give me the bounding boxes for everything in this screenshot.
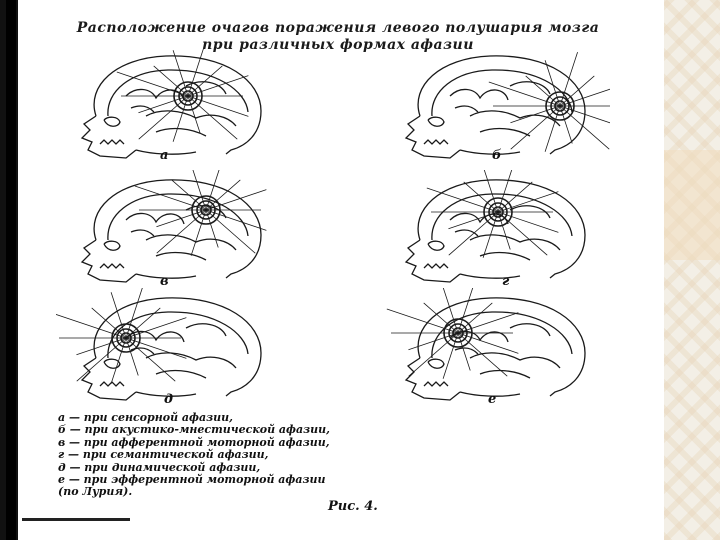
legend-item: в — при афферентной моторной афазии, xyxy=(58,435,330,449)
contour-line xyxy=(82,240,136,282)
contour-line xyxy=(82,358,136,400)
scanned-page xyxy=(18,8,664,518)
legend-item: е — при эфферентной моторной афазии xyxy=(58,473,326,487)
head-illustration xyxy=(56,170,286,292)
hatch-line xyxy=(427,188,498,212)
legend-item: г — при семантической афазии, xyxy=(58,448,269,462)
legend-item: д — при динамической афазии, xyxy=(58,460,261,474)
hatch-line xyxy=(560,86,610,106)
contour-line xyxy=(450,89,508,100)
contour-line xyxy=(455,106,478,112)
figure-label-a: а xyxy=(160,148,169,163)
legend-source: (по Лурия). xyxy=(58,485,133,499)
legend-item: а — при сенсорной афазии, xyxy=(58,411,233,424)
head-illustration xyxy=(380,170,610,292)
contour-line xyxy=(455,348,478,354)
contour-line xyxy=(510,324,550,336)
contour-line xyxy=(186,324,226,336)
hatch-line xyxy=(498,170,516,212)
contour-line xyxy=(424,382,448,386)
figure-caption: Рис. 4. xyxy=(328,499,378,514)
hatch-line xyxy=(56,314,126,338)
contour-line xyxy=(470,111,560,126)
left-margin-bar xyxy=(0,0,18,540)
hatch-line xyxy=(135,186,206,210)
figure-label-v: в xyxy=(160,274,169,289)
hatch-line xyxy=(76,338,126,355)
contour-line xyxy=(146,235,236,250)
head-figure-a xyxy=(56,46,286,168)
figure-label-b: б xyxy=(492,148,502,163)
bottom-rule xyxy=(22,518,130,521)
contour-line xyxy=(406,358,460,400)
contour-line xyxy=(100,382,124,386)
figure-label-g: г xyxy=(502,274,510,289)
decorative-band xyxy=(664,150,720,260)
head-figure-v xyxy=(56,170,286,292)
hatch-line xyxy=(138,96,188,113)
contour-line xyxy=(424,140,448,144)
contour-line xyxy=(428,359,444,368)
contour-line xyxy=(104,117,120,126)
contour-line xyxy=(82,116,136,158)
contour-line xyxy=(156,129,206,136)
decorative-pattern xyxy=(664,0,720,540)
contour-line xyxy=(428,117,444,126)
contour-line xyxy=(428,241,444,250)
contour-line xyxy=(406,240,460,282)
contour-line xyxy=(460,150,520,154)
head-figure-g xyxy=(380,170,610,292)
contour-line xyxy=(156,253,206,260)
legend-item: б — при акустико-мнестической афазии, xyxy=(58,423,330,437)
contour-line xyxy=(406,116,460,158)
figure-legend xyxy=(58,412,478,499)
contour-line xyxy=(424,264,448,268)
contour-line xyxy=(460,274,520,278)
contour-line xyxy=(100,140,124,144)
contour-line xyxy=(104,241,120,250)
contour-line xyxy=(480,253,530,260)
head-illustration xyxy=(56,46,286,168)
contour-line xyxy=(131,230,154,236)
contour-line xyxy=(100,264,124,268)
contour-line xyxy=(480,129,530,136)
contour-line xyxy=(470,235,560,250)
title-line-2: при различных формах афазии xyxy=(202,37,474,53)
hatch-line xyxy=(458,288,476,333)
figure-label-d: д xyxy=(164,392,174,407)
hatch-line xyxy=(156,210,206,227)
contour-line xyxy=(146,111,236,126)
title-line-1: Расположение очагов поражения левого полушария мозга xyxy=(76,20,600,36)
figure-label-e: е xyxy=(488,392,497,407)
contour-line xyxy=(146,353,236,368)
contour-line xyxy=(126,213,184,224)
contour-line xyxy=(156,371,206,378)
